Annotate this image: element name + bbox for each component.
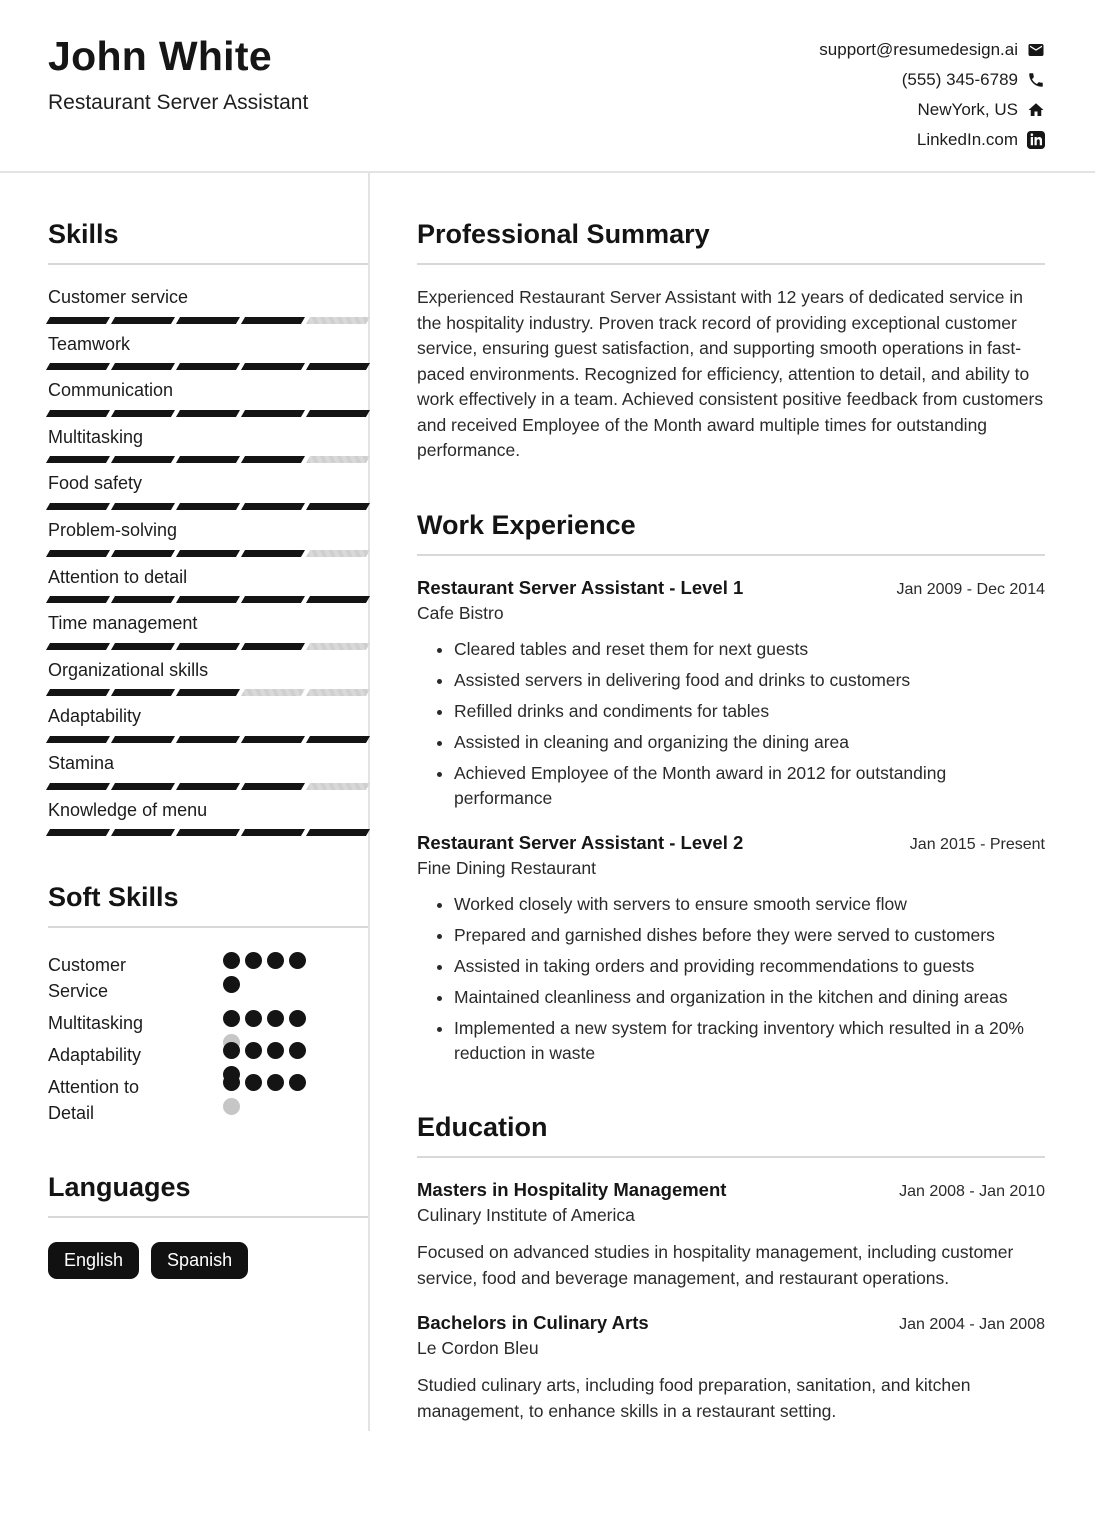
skill-bar-segment xyxy=(306,317,370,324)
job-bullet: • Worked closely with servers to ensure smooth service flow xyxy=(454,892,1045,917)
skill-name: Knowledge of menu xyxy=(48,799,208,820)
skill-item xyxy=(48,800,368,837)
skill-bar-segment xyxy=(176,643,240,650)
rating-dot xyxy=(245,952,262,969)
rating-dot xyxy=(223,1010,240,1027)
skill-item xyxy=(48,473,368,510)
contact-row xyxy=(819,40,1045,60)
job-bullet: • Refilled drinks and condiments for tables xyxy=(454,699,1045,724)
job-title: Restaurant Server Assistant - Level 2 xyxy=(417,831,744,853)
soft-skill-name: Adaptability xyxy=(48,1045,142,1066)
skill-item xyxy=(48,427,368,464)
skill-bar-segment xyxy=(306,736,370,743)
skill-item xyxy=(48,287,368,324)
skill-bar-segment xyxy=(46,689,110,696)
skill-bar-segment xyxy=(241,550,305,557)
skill-bar-segment xyxy=(176,456,240,463)
skill-item xyxy=(48,753,368,790)
skill-name: Time management xyxy=(48,613,198,634)
skill-item xyxy=(48,520,368,557)
soft-skill-row xyxy=(48,1010,368,1036)
skill-level-bar xyxy=(48,829,368,836)
soft-skill-row xyxy=(48,1042,368,1068)
job-bullet: • Cleared tables and reset them for next guests xyxy=(454,637,1045,662)
skill-level-bar xyxy=(48,317,368,324)
skill-bar-segment xyxy=(176,736,240,743)
summary-rule xyxy=(417,263,1045,265)
skill-level-bar xyxy=(48,456,368,463)
skill-bar-segment xyxy=(176,783,240,790)
skill-name: Stamina xyxy=(48,752,115,773)
job-bullet: • Achieved Employee of the Month award in 2012 for outstanding performance xyxy=(454,761,1045,811)
education-school: Culinary Institute of America xyxy=(417,1205,635,1226)
languages-list xyxy=(48,1242,368,1279)
person-job-title: Restaurant Server Assistant xyxy=(48,91,309,115)
skill-bar-segment xyxy=(46,363,110,370)
person-name: John White xyxy=(48,33,272,79)
skill-bar-segment xyxy=(241,643,305,650)
skill-bar-segment xyxy=(241,410,305,417)
skill-bar-segment xyxy=(176,596,240,603)
soft-skill-row xyxy=(48,1074,368,1126)
skill-bar-segment xyxy=(241,503,305,510)
skill-bar-segment xyxy=(111,689,175,696)
soft-skills-list xyxy=(48,952,368,1126)
languages-rule xyxy=(48,1216,368,1218)
contact-list xyxy=(819,34,1045,150)
skill-bar-segment xyxy=(111,783,175,790)
job-header xyxy=(417,576,1045,599)
language-pill: English xyxy=(48,1242,139,1279)
skill-item xyxy=(48,660,368,697)
contact-text: NewYork, US xyxy=(917,100,1018,119)
contact-text: (555) 345-6789 xyxy=(901,70,1018,89)
jobs-list xyxy=(417,576,1045,1066)
job-dates: Jan 2015 - Present xyxy=(909,835,1045,853)
skill-bar-segment xyxy=(111,363,175,370)
skill-bar-segment xyxy=(176,363,240,370)
skill-name: Teamwork xyxy=(48,333,131,354)
education-header xyxy=(417,1178,1045,1201)
skill-bar-segment xyxy=(46,829,110,836)
skill-bar-segment xyxy=(241,363,305,370)
skill-bar-segment xyxy=(241,596,305,603)
rating-dot xyxy=(289,952,306,969)
skill-bar-segment xyxy=(111,736,175,743)
contact-row xyxy=(918,100,1045,120)
skill-name: Attention to detail xyxy=(48,566,188,587)
soft-skill-dots xyxy=(223,1074,313,1092)
mail-icon xyxy=(1027,41,1045,59)
education-rule xyxy=(417,1156,1045,1158)
rating-dot xyxy=(223,1098,240,1115)
skill-level-bar xyxy=(48,363,368,370)
languages-heading: Languages xyxy=(48,1172,191,1203)
skill-item xyxy=(48,380,368,417)
skill-level-bar xyxy=(48,410,368,417)
rating-dot xyxy=(223,952,240,969)
job-bullet: • Assisted in taking orders and providing recommendations to guests xyxy=(454,954,1045,979)
skill-bar-segment xyxy=(306,363,370,370)
experience-rule xyxy=(417,554,1045,556)
education-degree: Bachelors in Culinary Arts xyxy=(417,1312,649,1334)
skill-bar-segment xyxy=(111,503,175,510)
resume-header xyxy=(0,0,1095,173)
phone-icon xyxy=(1027,71,1045,89)
summary-heading: Professional Summary xyxy=(417,219,710,249)
experience-heading: Work Experience xyxy=(417,509,636,540)
sidebar-column xyxy=(0,173,368,1431)
soft-skill-dots xyxy=(223,952,313,970)
soft-skills-heading: Soft Skills xyxy=(48,882,179,913)
education-degree: Masters in Hospitality Management xyxy=(417,1178,727,1200)
job-bullet: • Maintained cleanliness and organization in the kitchen and dining areas xyxy=(454,985,1045,1010)
skill-bar-segment xyxy=(111,456,175,463)
rating-dot xyxy=(245,1010,262,1027)
skill-name: Customer service xyxy=(48,287,189,308)
job-entry xyxy=(417,831,1045,1066)
skill-bar-segment xyxy=(306,643,370,650)
skill-level-bar xyxy=(48,550,368,557)
skill-bar-segment xyxy=(111,643,175,650)
skill-bar-segment xyxy=(306,829,370,836)
skill-bar-segment xyxy=(46,410,110,417)
education-entry xyxy=(417,1311,1045,1424)
skill-bar-segment xyxy=(46,596,110,603)
skill-bar-segment xyxy=(46,736,110,743)
skill-name: Multitasking xyxy=(48,426,144,447)
skill-bar-segment xyxy=(111,550,175,557)
language-pill: Spanish xyxy=(151,1242,248,1279)
skill-bar-segment xyxy=(176,410,240,417)
skill-bar-segment xyxy=(306,550,370,557)
skill-bar-segment xyxy=(176,503,240,510)
education-description: Focused on advanced studies in hospitality management, including customer service, food and beverage management, and restaurant operations. xyxy=(417,1242,1014,1288)
skill-item xyxy=(48,567,368,604)
skill-bar-segment xyxy=(241,689,305,696)
skill-bar-segment xyxy=(46,456,110,463)
skill-bar-segment xyxy=(241,829,305,836)
job-bullet: • Assisted servers in delivering food and drinks to customers xyxy=(454,668,1045,693)
education-header xyxy=(417,1311,1045,1334)
job-company: Cafe Bistro xyxy=(417,602,504,623)
rating-dot xyxy=(245,1074,262,1091)
education-school: Le Cordon Bleu xyxy=(417,1338,539,1359)
skill-level-bar xyxy=(48,596,368,603)
skill-name: Problem-solving xyxy=(48,520,178,541)
rating-dot xyxy=(267,1010,284,1027)
contact-row xyxy=(917,130,1045,150)
job-header xyxy=(417,831,1045,854)
skill-name: Organizational skills xyxy=(48,659,209,680)
rating-dot xyxy=(267,1042,284,1059)
skill-bar-segment xyxy=(306,596,370,603)
job-bullet: • Assisted in cleaning and organizing the dining area xyxy=(454,730,1045,755)
skill-bar-segment xyxy=(176,550,240,557)
rating-dot xyxy=(267,1074,284,1091)
job-dates: Jan 2009 - Dec 2014 xyxy=(896,580,1045,598)
skill-name: Adaptability xyxy=(48,706,142,727)
soft-skill-name: Multitasking xyxy=(48,1013,144,1034)
education-list xyxy=(417,1178,1045,1424)
skill-bar-segment xyxy=(306,410,370,417)
resume-body xyxy=(0,173,1095,1431)
skill-level-bar xyxy=(48,689,368,696)
skill-bar-segment xyxy=(176,689,240,696)
skill-bar-segment xyxy=(46,643,110,650)
soft-skill-name: Attention to Detail xyxy=(48,1077,140,1124)
skill-bar-segment xyxy=(111,410,175,417)
skill-item xyxy=(48,706,368,743)
skill-item xyxy=(48,613,368,650)
linkedin-icon xyxy=(1027,131,1045,149)
contact-text: LinkedIn.com xyxy=(916,130,1018,149)
skills-list xyxy=(48,287,368,836)
soft-skill-name: Customer Service xyxy=(48,955,127,1002)
soft-skills-rule xyxy=(48,926,368,928)
rating-dot xyxy=(267,952,284,969)
main-column xyxy=(370,173,1095,1431)
rating-dot xyxy=(245,1042,262,1059)
soft-skill-dots xyxy=(223,1010,313,1028)
contact-text: support@resumedesign.ai xyxy=(819,40,1018,59)
skill-bar-segment xyxy=(46,550,110,557)
job-title: Restaurant Server Assistant - Level 1 xyxy=(417,576,744,598)
skill-bar-segment xyxy=(241,783,305,790)
skill-bar-segment xyxy=(46,783,110,790)
skill-bar-segment xyxy=(241,317,305,324)
skill-bar-segment xyxy=(111,317,175,324)
job-entry xyxy=(417,576,1045,811)
skill-bar-segment xyxy=(306,689,370,696)
rating-dot xyxy=(289,1010,306,1027)
skill-bar-segment xyxy=(111,596,175,603)
job-bullets xyxy=(417,637,1045,811)
skill-bar-segment xyxy=(306,503,370,510)
soft-skill-dots xyxy=(223,1042,313,1060)
skill-level-bar xyxy=(48,783,368,790)
skill-bar-segment xyxy=(176,829,240,836)
skill-bar-segment xyxy=(241,456,305,463)
skill-bar-segment xyxy=(46,503,110,510)
skills-heading: Skills xyxy=(48,219,119,249)
skill-bar-segment xyxy=(241,736,305,743)
header-identity xyxy=(48,34,308,115)
skill-bar-segment xyxy=(111,829,175,836)
skill-level-bar xyxy=(48,643,368,650)
soft-skill-row xyxy=(48,952,368,1004)
skill-bar-segment xyxy=(176,317,240,324)
skill-bar-segment xyxy=(306,456,370,463)
education-dates: Jan 2008 - Jan 2010 xyxy=(899,1182,1045,1200)
education-entry xyxy=(417,1178,1045,1291)
skill-bar-segment xyxy=(46,317,110,324)
rating-dot xyxy=(223,1042,240,1059)
skill-name: Communication xyxy=(48,380,174,401)
education-heading: Education xyxy=(417,1111,548,1142)
rating-dot xyxy=(289,1074,306,1091)
skill-bar-segment xyxy=(306,783,370,790)
skill-level-bar xyxy=(48,503,368,510)
job-bullet: • Implemented a new system for tracking inventory which resulted in a 20% reduction in waste xyxy=(454,1016,1045,1066)
contact-row xyxy=(902,70,1045,90)
rating-dot xyxy=(289,1042,306,1059)
education-description: Studied culinary arts, including food preparation, sanitation, and kitchen management, to enhance skills in a restaurant setting. xyxy=(417,1375,971,1421)
job-company: Fine Dining Restaurant xyxy=(417,857,596,878)
skill-level-bar xyxy=(48,736,368,743)
skill-name: Food safety xyxy=(48,473,143,494)
skill-item xyxy=(48,334,368,371)
job-bullet: • Prepared and garnished dishes before they were served to customers xyxy=(454,923,1045,948)
job-bullets xyxy=(417,892,1045,1066)
home-icon xyxy=(1027,101,1045,119)
rating-dot xyxy=(223,1074,240,1091)
education-dates: Jan 2004 - Jan 2008 xyxy=(899,1316,1045,1334)
skills-rule xyxy=(48,263,368,265)
summary-text: Experienced Restaurant Server Assistant with 12 years of dedicated service in the hospitality industry. Proven track record of providing exceptional customer service, ensuring guest satisfaction, and supporting smooth operations in fast-paced environments. Recognized for efficiency, attention to detail, and ability to work effectively in a team. Achieved consistent positive feedback from customers and received Employee of the Month award multiple times for outstanding performance. xyxy=(417,287,1044,461)
rating-dot xyxy=(223,976,240,993)
